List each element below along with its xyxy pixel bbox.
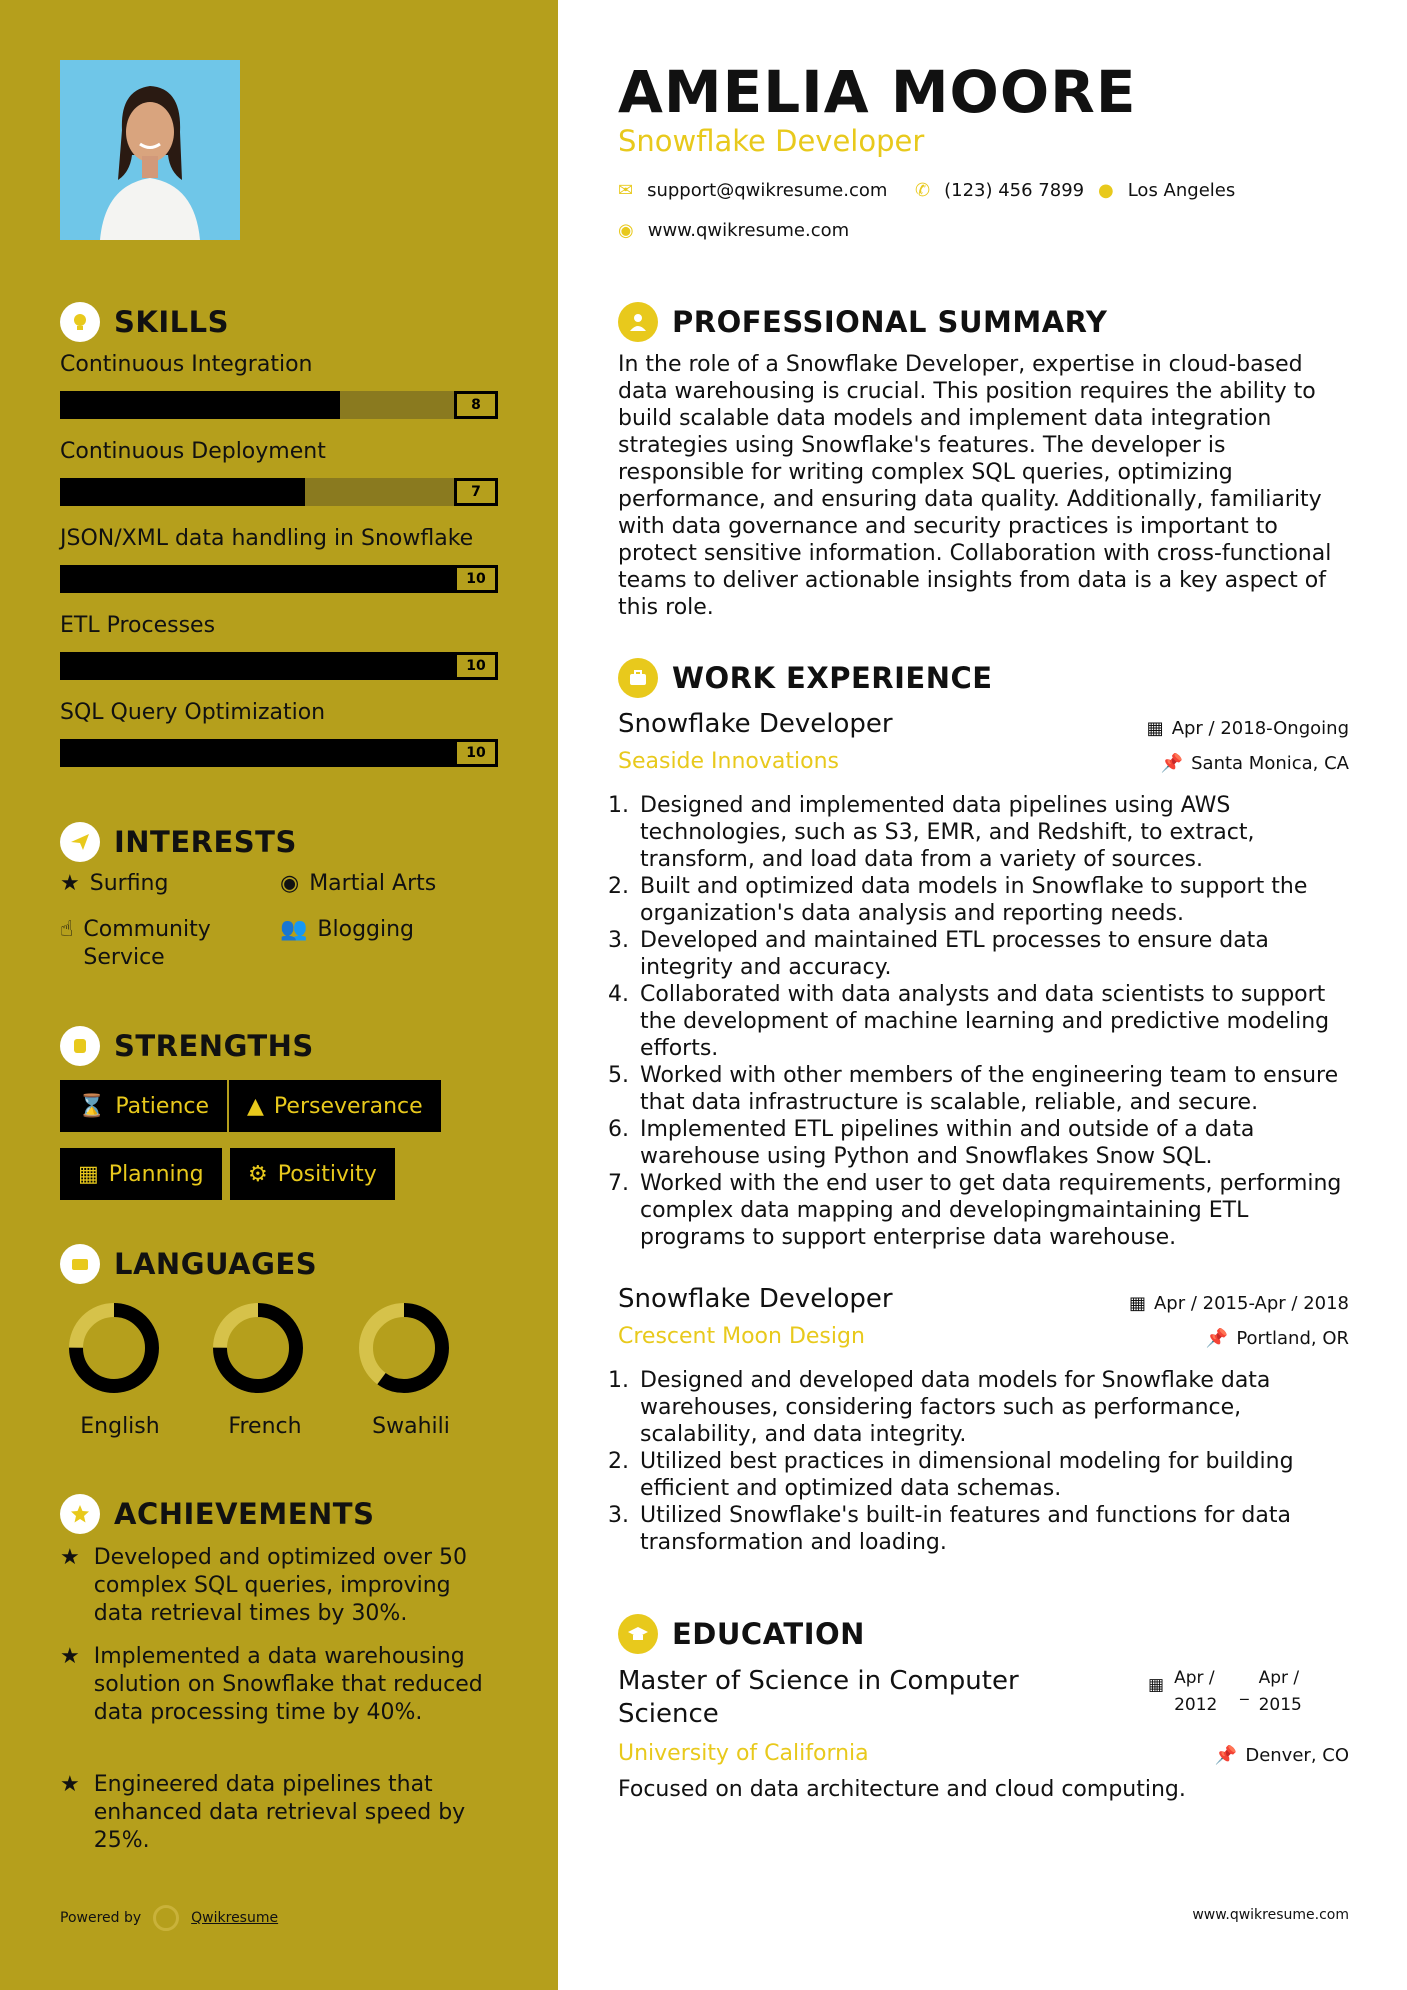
star-badge-icon (60, 1494, 100, 1534)
duty-item: 3. Developed and maintained ETL processes to ensure data integrity and accuracy. (636, 927, 1350, 981)
skill-bar (60, 652, 498, 680)
location-text: Los Angeles (1127, 180, 1236, 201)
strength-badge (60, 1148, 222, 1200)
paper-plane-icon (60, 822, 100, 862)
road-icon: ▲ (247, 1093, 264, 1119)
skill-name: Continuous Integration (60, 352, 313, 377)
phone-icon: ✆ (915, 180, 931, 201)
duty-item: 7. Worked with the end user to get data requirements, performing complex data mapping and developingmaintaining ETL programs to support enterprise data warehouse. (636, 1170, 1350, 1251)
strength-label: Planning (108, 1161, 204, 1187)
star-burst-icon: ★ (60, 1772, 80, 1797)
powered-by-label: Powered by (60, 1910, 142, 1926)
job-title: Snowflake Developer (618, 1284, 893, 1314)
skill-fill (60, 478, 305, 506)
skill-name: Continuous Deployment (60, 439, 326, 464)
strength-badge (230, 1148, 395, 1200)
achievement-item (60, 1643, 500, 1727)
duty-item: 1. Designed and developed data models for Snowflake data warehouses, considering factors such as performance, scalability, and data integrity. (636, 1367, 1350, 1448)
email-text: support@qwikresume.com (647, 180, 888, 201)
interest-item (60, 870, 168, 898)
skill-name: ETL Processes (60, 613, 216, 638)
calendar-icon: ▦ (1146, 718, 1164, 739)
strengths-title: STRENGTHS (114, 1029, 314, 1063)
interest-item (280, 870, 436, 898)
achievement-item (60, 1544, 500, 1628)
user-icon (618, 302, 658, 342)
skill-value: 7 (454, 478, 498, 506)
languages-title: LANGUAGES (114, 1247, 318, 1281)
achievements-title: ACHIEVEMENTS (114, 1497, 375, 1531)
job-location-text: Santa Monica, CA (1191, 753, 1349, 774)
duty-item: 6. Implemented ETL pipelines within and outside of a data warehouse using Python and Snowflakes Snow SQL. (636, 1116, 1350, 1170)
candidate-role: Snowflake Developer (618, 124, 925, 158)
duty-item: 3. Utilized Snowflake's built-in features and functions for data transformation and loading. (636, 1502, 1350, 1556)
skill-value: 10 (454, 565, 498, 593)
job-dates-text: Apr / 2018-Ongoing (1171, 718, 1349, 739)
skill-value: 10 (454, 652, 498, 680)
job-location (1206, 1328, 1349, 1349)
education-location-text: Denver, CO (1245, 1745, 1349, 1766)
contact-website (618, 220, 849, 241)
job-duties (610, 1367, 1350, 1556)
interest-label: Community Service (83, 917, 211, 970)
duty-item: 1. Designed and implemented data pipelines using AWS technologies, such as S3, EMR, and Redshift, to extract, transform, and load data from a variety of sources. (636, 792, 1350, 873)
achievement-text: Implemented a data warehousing solution on Snowflake that reduced data processing time by 40%. (93, 1644, 483, 1725)
candidate-name: AMELIA MOORE (618, 58, 1137, 126)
skill-name: JSON/XML data handling in Snowflake (60, 526, 474, 551)
company-name: Crescent Moon Design (618, 1324, 865, 1349)
strength-label: Patience (115, 1093, 210, 1119)
handshake-icon: ☝ (60, 917, 74, 942)
language-ring (66, 1300, 162, 1396)
job-title: Snowflake Developer (618, 709, 893, 739)
interest-label: Blogging (317, 917, 415, 942)
id-card-icon (60, 1244, 100, 1284)
envelope-icon: ✉ (618, 180, 634, 201)
summary-title: PROFESSIONAL SUMMARY (672, 305, 1108, 339)
website-text: www.qwikresume.com (647, 220, 850, 241)
strengths-header (60, 1026, 314, 1066)
interest-item (60, 916, 250, 972)
star-burst-icon: ★ (60, 1545, 80, 1570)
education-title: EDUCATION (672, 1617, 865, 1651)
sidebar (0, 0, 558, 1990)
languages-header (60, 1244, 317, 1284)
phone-text: (123) 456 7899 (944, 180, 1085, 201)
pin-icon: 📌 (1160, 753, 1184, 774)
skill-fill (60, 391, 340, 419)
education-header (618, 1614, 865, 1654)
duty-item: 2. Built and optimized data models in Snowflake to support the organization's data analysis and reporting needs. (636, 873, 1350, 927)
skill-fill (60, 739, 498, 767)
skill-bar (60, 478, 498, 506)
achievements-header (60, 1494, 374, 1534)
lightbulb-icon (60, 302, 100, 342)
footer-website: www.qwikresume.com (1192, 1907, 1349, 1923)
summary-text: In the role of a Snowflake Developer, expertise in cloud-based data warehousing is crucial. This position requires the ability to build scalable data models and implement data integration strategies using Snowflake's features. The developer is responsible for writing complex SQL queries, optimizing performance, and ensuring data quality. Additionally, familiarity with data governance and security practices is important to protect sensitive information. Collaboration with cross-functional teams to deliver actionable insights from data is a key aspect of this role. (618, 352, 1332, 620)
contact-phone (915, 180, 1084, 201)
graduation-cap-icon (618, 1614, 658, 1654)
duty-item: 2. Utilized best practices in dimensional modeling for building efficient and optimized data schemas. (636, 1448, 1350, 1502)
experience-title: WORK EXPERIENCE (672, 661, 993, 695)
globe-icon: ◉ (618, 220, 634, 241)
language-ring (356, 1300, 452, 1396)
school-name: University of California (618, 1741, 869, 1766)
skill-value: 8 (454, 391, 498, 419)
education-dates (1148, 1665, 1315, 1719)
skills-title: SKILLS (114, 305, 229, 339)
degree: Master of Science in Computer Science (618, 1666, 1019, 1729)
calendar-icon: ▦ (78, 1161, 99, 1187)
briefcase-icon (618, 658, 658, 698)
pin-icon: 📌 (1214, 1745, 1238, 1766)
language-ring (210, 1300, 306, 1396)
experience-header (618, 658, 993, 698)
skill-bar (60, 739, 498, 767)
job-dates (1129, 1293, 1349, 1314)
strength-badge (60, 1080, 227, 1132)
contact-location (1098, 180, 1235, 201)
interest-item (280, 916, 414, 944)
qwikresume-link[interactable]: Qwikresume (191, 1910, 279, 1926)
summary-header (618, 302, 1107, 342)
language-name: English (80, 1414, 160, 1439)
star-burst-icon: ★ (60, 1644, 80, 1669)
edu-end: Apr / 2015 (1258, 1668, 1302, 1715)
users-icon: 👥 (280, 917, 308, 942)
hourglass-icon: ⌛ (78, 1093, 106, 1119)
language-name: Swahili (372, 1414, 450, 1439)
achievement-item (60, 1771, 500, 1855)
skills-header (60, 302, 229, 342)
interests-title: INTERESTS (114, 825, 297, 859)
skill-fill (60, 652, 498, 680)
strength-label: Perseverance (273, 1093, 423, 1119)
profile-photo (60, 60, 240, 240)
interests-header (60, 822, 297, 862)
edu-start: Apr / 2012 (1174, 1668, 1218, 1715)
job-location (1161, 753, 1349, 774)
edu-dash: _ (1240, 1681, 1249, 1701)
skill-fill (60, 565, 498, 593)
skill-value: 10 (454, 739, 498, 767)
gear-icon: ⚙ (248, 1161, 268, 1187)
qwikresume-logo-icon (153, 1905, 179, 1931)
job-location-text: Portland, OR (1236, 1328, 1349, 1349)
language-name: French (228, 1414, 302, 1439)
map-pin-icon: ● (1098, 180, 1114, 201)
strength-badge (229, 1080, 441, 1132)
pin-icon: 📌 (1205, 1328, 1229, 1349)
skill-bar (60, 565, 498, 593)
company-name: Seaside Innovations (618, 749, 839, 774)
education-description: Focused on data architecture and cloud computing. (618, 1777, 1186, 1802)
job-dates-text: Apr / 2015-Apr / 2018 (1153, 1293, 1349, 1314)
calendar-icon: ▦ (1128, 1293, 1146, 1314)
star-icon: ★ (60, 871, 80, 896)
job-duties (610, 792, 1350, 1251)
calendar-icon: ▦ (1148, 1675, 1165, 1695)
achievement-text: Developed and optimized over 50 complex SQL queries, improving data retrieval times by 30%. (93, 1545, 467, 1626)
duty-item: 5. Worked with other members of the engineering team to ensure that data infrastructure is scalable, reliable, and secure. (636, 1062, 1350, 1116)
globe-icon: ◉ (280, 871, 300, 896)
job-dates (1147, 718, 1349, 739)
fist-icon (60, 1026, 100, 1066)
skill-name: SQL Query Optimization (60, 700, 326, 725)
education-location (1215, 1745, 1349, 1766)
strength-label: Positivity (277, 1161, 377, 1187)
skill-bar (60, 391, 498, 419)
powered-by (60, 1905, 278, 1931)
duty-item: 4. Collaborated with data analysts and data scientists to support the development of machine learning and predictive modeling efforts. (636, 981, 1350, 1062)
achievement-text: Engineered data pipelines that enhanced data retrieval speed by 25%. (93, 1772, 466, 1853)
interest-label: Martial Arts (309, 871, 437, 896)
contact-email (618, 180, 887, 201)
interest-label: Surfing (89, 871, 169, 896)
